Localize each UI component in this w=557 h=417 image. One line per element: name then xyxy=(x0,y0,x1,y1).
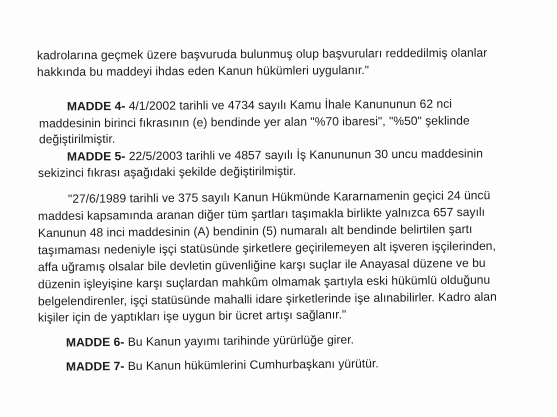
madde-4-line-1 xyxy=(67,97,452,114)
quote-line-6: düzenin işleyişine karşı suçlardan mahkûm olmamak şartıyla eski hükümlü olduğunu xyxy=(37,272,491,292)
madde-5-text: 22/5/2003 tarihli ve 4857 sayılı İş Kanununun 30 uncu maddesinin xyxy=(125,146,483,164)
intro-line-1: kadrolarına geçmek üzere başvuruda bulunmuş olup başvuruları reddedilmiş olanlar xyxy=(36,45,488,63)
madde-6-heading: MADDE 6- xyxy=(65,334,125,350)
madde-4-text: 4/1/2002 tarihli ve 4734 sayılı Kamu İhale Kanununun 62 nci xyxy=(125,96,453,113)
quote-line-3: Kanunun 48 inci maddesinin (A) bendinin (5) numaralı alt bendinde belirtilen şartı xyxy=(37,221,473,241)
quote-line-5: affa uğramış olsalar bile devletin güvenliğine karşı suçlar ile Anayasal düzene ve bu xyxy=(37,255,486,275)
madde-5-heading: MADDE 5- xyxy=(66,149,126,164)
madde-4-line-3: değiştirilmiştir. xyxy=(38,131,116,147)
quote-line-2: maddesi kapsamında aranan diğer tüm şartları taşımakla birlikte yalnızca 657 sayılı xyxy=(37,204,486,224)
quote-line-8: kişiler için de yaptıkları işe uygun bir ücret artışı sağlanır." xyxy=(37,307,347,325)
madde-5-line-2: sekizinci fıkrası aşağıdaki şekilde değiştirilmiştir. xyxy=(37,163,297,181)
madde-7-heading: MADDE 7- xyxy=(65,359,125,374)
intro-line-2: hakkında bu maddeyi ihdas eden Kanun hükümleri uygulanır." xyxy=(36,62,370,80)
quote-line-7: belgelendirenler, işçi statüsünde mahalli idare şirketlerinde işe alınabilirler. Kadro alan xyxy=(37,289,497,309)
madde-7-text: Bu Kanun hükümlerini Cumhurbaşkanı yürütür. xyxy=(124,356,379,374)
madde-6-line xyxy=(66,332,354,349)
quote-line-1: "27/6/1989 tarihli ve 375 sayılı Kanun Hükmünde Kararnamenin geçici 24 üncü xyxy=(67,188,491,206)
madde-6-text: Bu Kanun yayımı tarihinde yürürlüğe girer. xyxy=(124,332,355,349)
quote-line-4: taşımaması nedeniyle işçi statüsünde şirketlere geçirilemeyen alt işveren işçilerinden, xyxy=(37,238,496,258)
madde-7-line xyxy=(66,356,379,373)
madde-5-line-1 xyxy=(67,146,483,163)
madde-4-line-2: maddesinin birinci fıkrasının (e) bendinde yer alan "%70 ibaresi", "%50" şeklinde xyxy=(38,113,470,131)
madde-4-heading: MADDE 4- xyxy=(66,98,126,114)
